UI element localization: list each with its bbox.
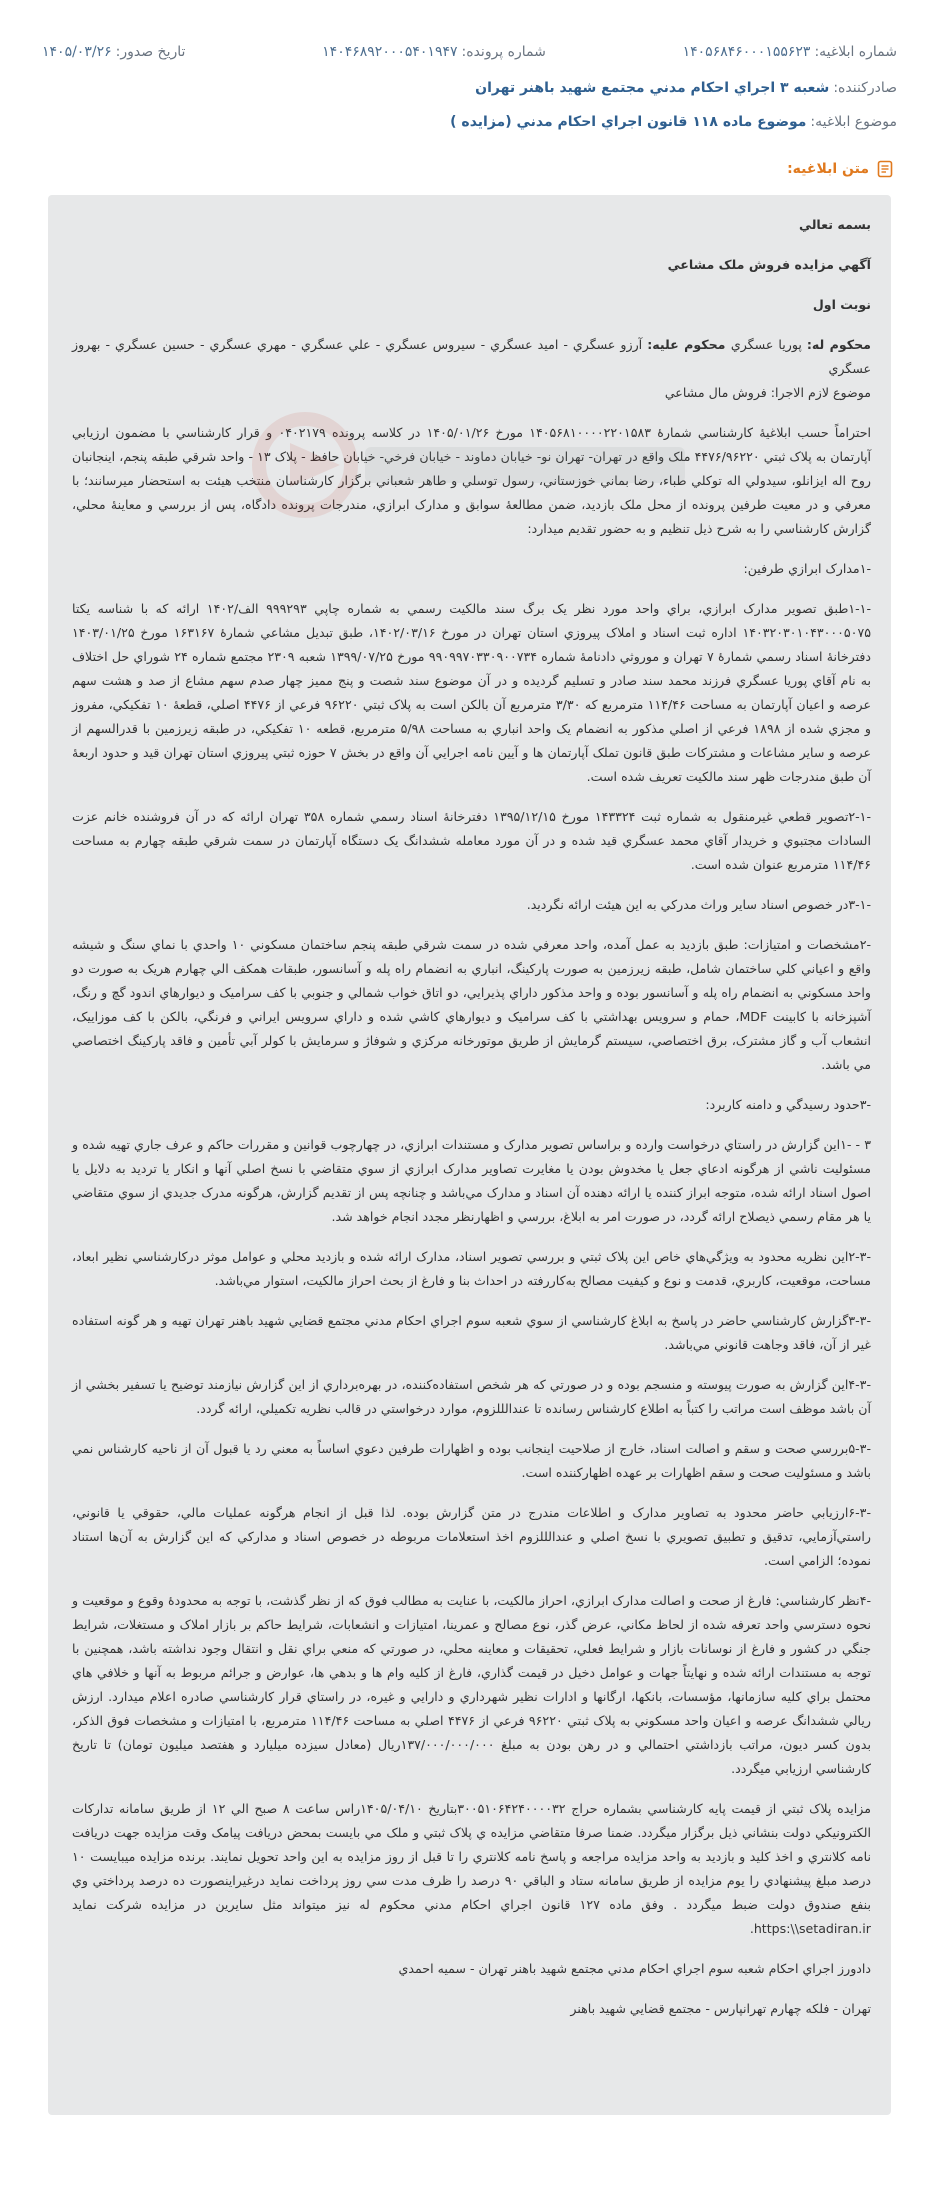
convict-label: محکوم له: xyxy=(806,337,871,352)
section-1-1: -۱-۱طبق تصوير مدارک ابرازي، براي واحد مورد نظر يک برگ سند مالکيت رسمي به شماره چاپي ۹۹۹۲۹۳ الف/۱۴۰۲ ارائه که با شناسه يکتا ۱۴۰۳۲۰۳۰۱۰۴۳۰۰۰۵۰۷۵ اداره ثبت اسناد و املاک پيروزي استان تهران در مورخ ۱۴۰۲/۰۳/۱۶، طبق تبديل مشاعي شمارۀ ۱۶۳۱۶۷ مورخ ۱۴۰۳/۰۱/۲۵ دفترخانۀ اسناد رسمي شمارۀ ۷ تهران و موروثي دادنامۀ شماره ۹۹۰۹۹۷۰۳۳۰۹۰۰۷۳۴ مورخ ۱۳۹۹/۰۷/۲۵ شعبه ۲۳۰۹ مجتمع شماره ۲۴ شوراي حل اختلاف به نام آقاي پوريا عسگري فرزند محمد سند صادر و تسليم گرديده و در آن موضوع سند شصت و پنج مميز چهار صدم سهم مشاع از صد و هشت سهم عرصه و اعيان آپارتمان به مساحت ۱۱۴/۴۶ مترمربع که ۳/۳۰ مترمربع آن بالکن است به پلاک ثبتي ۹۶۲۲۰ فرعي از ۴۴۷۶ اصلي، قطعۀ ۱۰ تفکيکي، مفروز و مجزي شده از ۱۸۹۸ فرعي از اصلي مذکور به انضمام يک واحد انباري به مساحت ۵/۹۸ مترمربع، قطعه ۱۰ تفکيکي، در طبقه زيرزمين با قدرالسهم از عرصه و ساير مشاعات و مشترکات طبق قانون تملک آپارتمان ها و آيين نامه اجرايي آن واقع در بخش ۷ حوزه ثبتي پيروزي استان تهران قيد و حدود اربعۀ آن طبق مندرجات ظهر سند مالکيت تعريف شده است. xyxy=(72,601,871,784)
section-3-3: -۳-۳گزارش کارشناسي حاضر در پاسخ به ابلاغ کارشناسي از سوي شعبه سوم اجراي احکام مدني مجتمع قضايي شهيد باهنر تهران تهيه و هر گونه استفاده غير از آن، فاقد وجاهت قانوني مي‌باشد. xyxy=(72,1313,871,1352)
case-number-value: ۱۴۰۴۶۸۹۲۰۰۰۵۴۰۱۹۴۷ xyxy=(322,44,458,60)
auction-paragraph: مزايده پلاک ثبتي از قيمت پايه کارشناسي بشماره حراج ۳۰۰۵۱۰۶۴۲۴۰۰۰۰۳۲بتاريخ ۱۴۰۵/۰۴/۱۰راس ساعت ۸ صبح الي ۱۲ از طريق سامانه تدارکات الکترونيکي دولت بنشاني ذيل برگزار ميگردد. ضمنا صرفا متقاضي مزايده ي پلاک ثبتي و ملک مي بايست بمحض دريافت پيامک وقت مزايده جهت دريافت نامه کلانتري و اخذ کليد و بازديد به واحد مزايده مراجعه و پاسخ نامه کلانتري را تا قبل از روز مزايده به اين واحد تحويل نمايند. برنده مزايده ميبايست ۱۰ درصد مبلغ پيشنهادي را يوم مزايده از طريق سامانه ستاد و الباقي ۹۰ درصد را ظرف مدت سي روز پرداخت نمايد درغيراينصورت ده درصد پرداختي وي بنفع صندوق دولت ضبط ميگردد . وفق ماده ۱۲۷ قانون اجراي احکام مدني محکوم له نيز ميتواند مثل سايرين در مزايده شرکت نمايد https:\\setadiran.ir. xyxy=(72,1801,872,1936)
subject-value: موضوع ماده ۱۱۸ قانون اجراي احکام مدني (مزايده ) xyxy=(450,114,807,130)
issuer-label: صادرکننده: xyxy=(833,80,897,96)
bismillah: بسمه تعالي xyxy=(798,217,871,232)
section-3-4: -۴-۳اين گزارش به صورت پيوسته و منسجم بوده و در صورتي که هر شخص استفاده‌کننده، در بهره‌برداري از اين گزارش نيازمند توضيح يا تسفير بخشي از آن باشد موظف است مراتب را کتباً به اطلاع کارشناس رسانده تا عندالللزوم، موارد درخواستي در قالب نظريه تکميلي، ارائه گردد. xyxy=(72,1377,871,1416)
signature-line: دادورز اجراي احکام شعبه سوم اجراي احکام مدني مجتمع شهيد باهنر تهران - سميه احمدي xyxy=(398,1961,871,1976)
issue-date xyxy=(42,44,185,60)
convict-name: پوريا عسگري xyxy=(730,337,807,352)
case-number-label: شماره پرونده: xyxy=(461,44,546,60)
issue-date-label: تاريخ صدور: xyxy=(115,44,186,60)
subject-line xyxy=(42,114,897,130)
body-label: متن ابلاغيه: xyxy=(787,161,869,177)
case-number xyxy=(322,44,546,60)
convicted-label: محکوم عليه: xyxy=(647,337,731,352)
enforceable-subject: موضوع لازم الاجرا: فروش مال مشاعي xyxy=(664,385,871,400)
section-3-5: -۵-۳بررسي صحت و سقم و اصالت اسناد، خارج از صلاحيت اينجانب بوده و اظهارات طرفين دعوي اساساً به معني رد يا قبول آن از ناحيه کارشناس نمي باشد و مسئوليت صحت و سقم اظهارات بر عهده اظهارکننده است. xyxy=(72,1441,871,1480)
issue-date-value: ۱۴۰۵/۰۳/۲۶ xyxy=(42,44,112,60)
document-icon xyxy=(877,160,893,178)
address-line: تهران - فلکه چهارم تهرانپارس - مجتمع قضايي شهيد باهنر xyxy=(570,2001,871,2016)
section-3-heading: -۳حدود رسيدگي و دامنه کاربرد: xyxy=(705,1097,871,1112)
notice-number-value: ۱۴۰۵۶۸۴۶۰۰۰۱۵۵۶۲۳ xyxy=(682,44,811,60)
section-1-heading: -۱مدارک ابرازي طرفين: xyxy=(743,561,871,576)
intro-paragraph: احتراماً حسب ابلاغيۀ کارشناسي شمارۀ ۱۴۰۵۶۸۱۰۰۰۰۲۲۰۱۵۸۳ مورخ ۱۴۰۵/۰۱/۲۶ در کلاسه پرونده ۰۴۰۲۱۷۹ و قرار کارشناسي با مضمون ارزيابي آپارتمان به پلاک ثبتي ۴۴۷۶/۹۶۲۲۰ ملک واقع در تهران- تهران نو- خيابان دماوند - خيابان فرخي- خيابان حافظ - پلاک ۱۳ - واحد شرقي طبقه پنجم، اينجانبان روح اله ايزانلو، سيدولي اله توکلي طباء، رضا بماني خوزستاني، رسول توسلي و طاهر شعباني برگزار کارشناسان منتخب هيئت به استحضار ميرسانند؛ با معرفي و در معيت طرفين پرونده از محل ملک بازديد، ضمن مطالعۀ سوابق و مدارک ابرازي، مندرجات پرونده دادگاه، پس از بررسي و معاينۀ محلي، گزارش کارشناسي را به شرح ذيل تنظيم و به حضور تقديم ميدارد: xyxy=(72,425,871,536)
notice-title: آگهي مزايده فروش ملک مشاعي xyxy=(667,257,871,272)
section-2: -۲مشخصات و امتيازات: طبق بازديد به عمل آمده، واحد معرفي شده در سمت شرقي طبقه پنجم ساختمان مسکوني ۱۰ واحدي با نماي سنگ و شيشه واقع و اعياني کلي ساختمان شامل، طبقه زيرزمين به صورت پارکينگ، انباري به انضمام راه پله و آسانسور، طبقات همکف الي چهارم هريک به صورت دو واحد مسکوني به انضمام راه پله و آسانسور بوده و واحد مذکور داراي پذيرايي، دو اتاق خواب شمالي و جنوبي با کف سراميک و ديوارهاي اندود گچ و رنگ، آشپزخانه با کابينت MDF، حمام و سرويس بهداشتي با کف سراميک و ديوارهاي کاشي شده و داراي سرويس ايراني و فرنگي، بالکن با کف موزاييک، انشعاب آب و گاز مشترک، برق اختصاصي، سيستم گرمايش از طريق موتورخانه مرکزي و شوفاژ و سرمايش با کولر آبي تأمين و فاقد پارکينگ اختصاصي مي باشد. xyxy=(72,937,871,1072)
convicted-names: آرزو عسگري - اميد عسگري - سيروس عسگري - علي عسگري - مهري عسگري - حسين عسگري - بهروز عسگري xyxy=(72,337,871,376)
section-1-2: -۲-۱تصوير قطعي غيرمنقول به شماره ثبت ۱۴۳۳۲۴ مورخ ۱۳۹۵/۱۲/۱۵ دفترخانۀ اسناد رسمي شماره ۳۵۸ تهران ارائه که در آن فروشنده خانم عزت السادات مجتبوي و خريدار آقاي محمد عسگري قيد شده و در آن مورد معامله ششدانگ يک دستگاه آپارتمان در سمت شرقي طبقه چهارم به مساحت ۱۱۴/۴۶ مترمربع عنوان شده است. xyxy=(72,809,871,872)
issuer-value: شعبه ۳ اجراي احکام مدني مجتمع شهيد باهنر تهران xyxy=(475,80,830,96)
section-4-expert-opinion: -۴نظر کارشناسي: فارغ از صحت و اصالت مدارک ابرازي، احراز مالکيت، با عنايت به مطالب فوق که از نظر گذشت، با توجه به محدودۀ وقوع و موقعيت و نحوه دسترسي واحد تعرفه شده از لحاظ مکاني، عرض گذر، نوع مصالح و عمرينا، امتيازات و انشعابات، شرايط حاکم بر بازار املاک و مستغلات، شرايط جنگي در کشور و فارغ از نوسانات بازار و شرايط فعلي، تحقيقات و معاينه محلي، در صورتي که منعي براي نقل و انتقال وجود نداشته باشد، همچنين با توجه به مستندات ارائه شده و نهايتاً جهات و عوامل دخيل در قيمت گذاري، فارغ از کليه وام ها و بدهي ها، عوارض و جرائم مربوط به آنها و خلافي هاي محتمل براي کليه سازمانها، مؤسسات، بانکها، ارگانها و ادارات نظير شهرداري و دارايي و غيره، در راستاي قرار کارشناسي صادره اعلام ميدارد. ارزش ريالي ششدانگ عرصه و اعيان واحد مسکوني به پلاک ثبتي ۹۶۲۲۰ فرعي از ۴۴۷۶ اصلي به مساحت ۱۱۴/۴۶ مترمربع، با امتيازات و مشخصات فوق الذکر، بدون کسر ديون، مراتب بازداشتي احتمالي و در رهن بودن به مبلغ ۱۳۷/۰۰۰/۰۰۰/۰۰۰ريال (معادل سيزده ميليارد و هفتصد ميليون تومان) تا تاريخ کارشناسي ارزيابي ميگردد. xyxy=(72,1593,871,1776)
parties-line xyxy=(72,333,871,381)
subject-label: موضوع ابلاغيه: xyxy=(810,114,897,130)
notice-number xyxy=(683,44,897,60)
notice-number-label: شماره ابلاغيه: xyxy=(814,44,897,60)
issuer-line xyxy=(42,80,897,96)
section-3-1: ۳ - -۱اين گزارش در راستاي درخواست وارده و براساس تصوير مدارک و مستندات ابرازي، در چهارچوب قوانين و مقررات حاکم و عرف جاري تهيه شده و مسئوليت ناشي از هرگونه ادعاي جعل يا مخدوش بودن يا مغايرت تصاوير مدارک ابرازي از سوي متقاضي با نسخ اصلي آنها و انکار يا ترديد به دلايل يا اصول اسناد ارائه شده، متوجه ابراز کننده يا ارائه دهنده آن اسناد و مدارک مي‌باشد و چنانچه پس از تقديم گزارش، هرگونه مدرک جديدي از سوي متقاضي يا هر مقام رسمي ذيصلاح ارائه گردد، در صورت امر به ابلاغ، بررسي و اظهارنظر مجدد انجام خواهد شد. xyxy=(72,1137,871,1224)
section-3-2: -۲-۳اين نظريه محدود به ويژگي‌هاي خاص اين پلاک ثبتي و بررسي تصوير اسناد، مدارک ارائه شده و بازديد محلي و عوامل موثر درکارشناسي نظير ابعاد، مساحت، موقعيت، کاربري، قدمت و نوع و کيفيت مصالح به‌کاررفته در احداث بنا و فارغ از بحث احراز مالکيت، استوار مي‌باشد. xyxy=(72,1249,871,1288)
round-label: نوبت اول xyxy=(812,297,871,312)
notice-body-panel xyxy=(48,195,891,2115)
meta-row xyxy=(42,44,897,60)
section-1-3: -۳-۱در خصوص اسناد ساير وراث مدرکي به اين هيئت ارائه نگرديد. xyxy=(526,897,871,912)
section-3-6: -۶-۳ارزيابي حاضر محدود به تصاوير مدارک و اطلاعات مندرج در متن گزارش بوده. لذا قبل از انجام هرگونه عمليات مالي، حقوقي يا قانوني، راستي‌آزمايي، تدقيق و تطبيق تصويري با نسخ اصلي و عندالللزوم اخذ استعلامات مربوطه در خصوص اسناد و مدارکي که اين گزارش به آن‌ها استناد نموده؛ الزامي است. xyxy=(72,1505,871,1568)
body-heading xyxy=(787,160,893,178)
